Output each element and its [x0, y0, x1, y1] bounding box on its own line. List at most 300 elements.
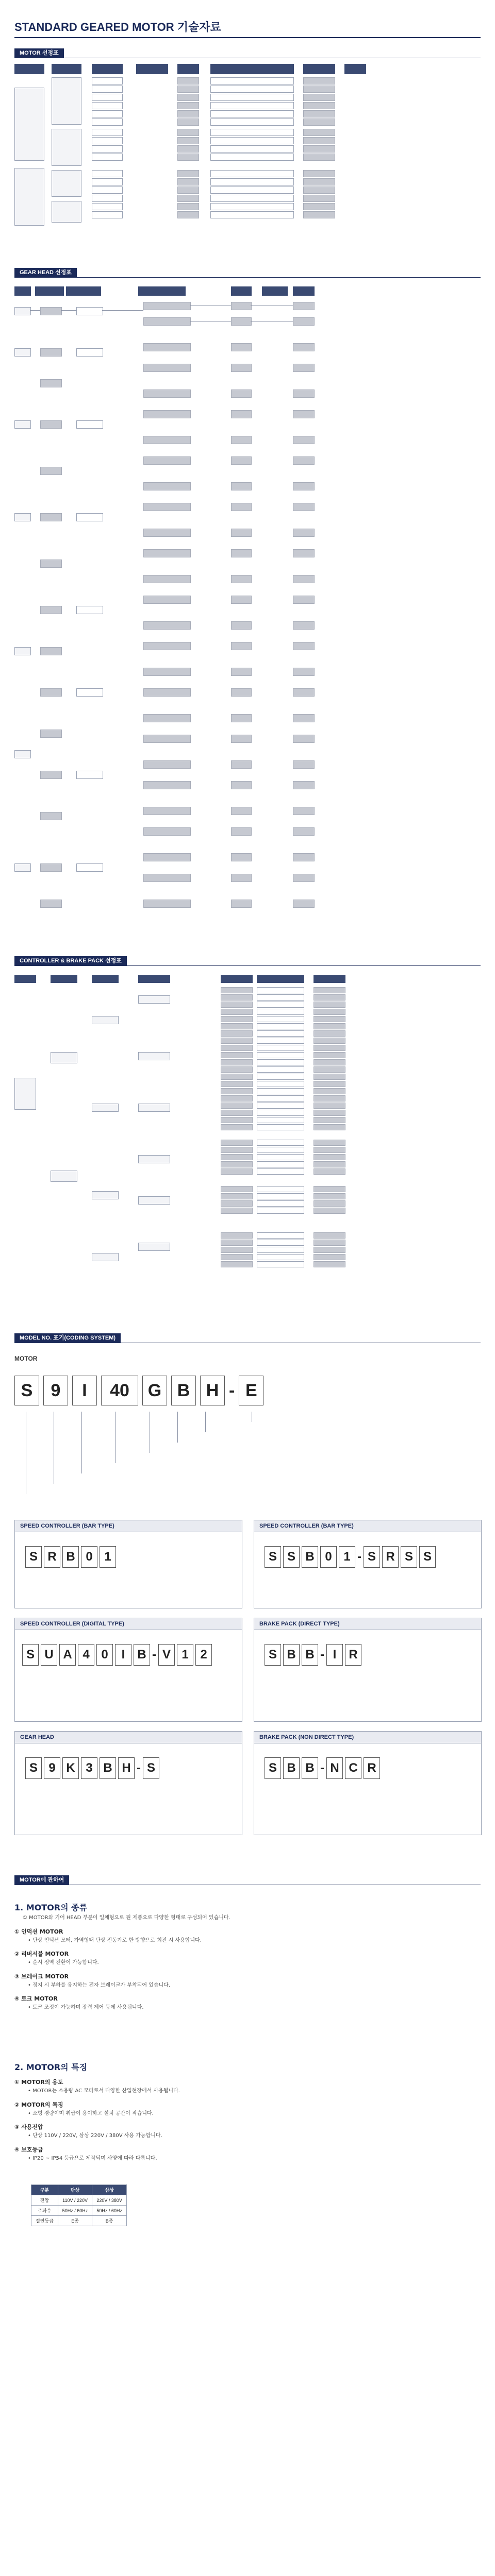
code-char: R	[382, 1546, 399, 1568]
row-cell	[210, 211, 294, 218]
node	[314, 1117, 345, 1123]
motor-selection-table	[14, 57, 481, 232]
gearhead-selection-diagram	[14, 286, 481, 920]
node	[257, 1009, 304, 1015]
node	[231, 529, 252, 537]
node	[143, 760, 191, 769]
group-box	[52, 170, 81, 197]
code-char: I	[326, 1644, 343, 1666]
row-cell	[177, 195, 199, 202]
table-row	[31, 2216, 127, 2226]
node	[221, 1261, 253, 1267]
node	[221, 1168, 253, 1175]
node	[257, 1168, 304, 1175]
node	[314, 1140, 345, 1146]
code-char: 40	[101, 1376, 138, 1405]
node	[221, 1247, 253, 1253]
node	[40, 513, 62, 521]
code-char: R	[44, 1546, 60, 1568]
code-char: S	[14, 1376, 39, 1405]
node	[221, 1059, 253, 1065]
row-cell	[92, 110, 123, 117]
node	[314, 1016, 345, 1022]
node	[221, 1081, 253, 1087]
node	[40, 900, 62, 908]
node	[143, 302, 191, 310]
heading: 2. MOTOR의 특징	[14, 2062, 88, 2072]
row-cell	[92, 137, 123, 144]
node	[221, 1240, 253, 1246]
col-head	[92, 64, 123, 74]
code-char: R	[364, 1757, 380, 1779]
node	[257, 1147, 304, 1153]
group-box	[14, 168, 44, 226]
code-char: B	[62, 1546, 79, 1568]
node	[314, 1154, 345, 1160]
bullet: • 토크 조정이 가능하며 장력 제어 등에 사용됩니다.	[28, 2005, 144, 2010]
node	[257, 1095, 304, 1101]
node	[143, 827, 191, 836]
node	[257, 1208, 304, 1214]
node	[14, 647, 31, 655]
col-head	[92, 975, 119, 983]
motor-code-legend	[14, 1412, 481, 1504]
row-cell	[303, 118, 335, 126]
controller-code	[265, 1546, 436, 1568]
bullet: • 정지 시 부하를 유지하는 전자 브레이크가 부착되어 있습니다.	[28, 1982, 171, 1988]
code-char: B	[283, 1757, 300, 1779]
node	[231, 621, 252, 630]
node	[293, 621, 315, 630]
node	[293, 900, 315, 908]
col-head	[136, 64, 168, 74]
node	[231, 302, 252, 310]
node	[76, 863, 103, 872]
row-cell	[177, 154, 199, 161]
code-char: B	[134, 1644, 150, 1666]
node	[143, 503, 191, 511]
node	[257, 1261, 304, 1267]
row-cell	[177, 187, 199, 194]
code-char: B	[302, 1757, 318, 1779]
code-char: H	[118, 1757, 135, 1779]
node	[293, 781, 315, 789]
row-cell	[303, 77, 335, 84]
node	[221, 1074, 253, 1080]
node	[293, 436, 315, 444]
code-char: 9	[43, 1376, 68, 1405]
code-char: S	[364, 1546, 380, 1568]
node	[40, 348, 62, 357]
connector	[30, 310, 40, 311]
node	[40, 863, 62, 872]
code-dash: -	[137, 1761, 141, 1775]
node	[293, 807, 315, 815]
node	[293, 760, 315, 769]
node	[143, 714, 191, 722]
node	[221, 1117, 253, 1123]
node	[257, 1016, 304, 1022]
row-cell	[177, 137, 199, 144]
col-head	[344, 64, 366, 74]
code-char: 1	[177, 1644, 193, 1666]
row-cell	[210, 86, 294, 93]
row-cell	[210, 102, 294, 109]
node	[293, 529, 315, 537]
row-cell	[210, 129, 294, 136]
subheading: ① MOTOR의 용도	[14, 2079, 63, 2086]
node	[314, 1110, 345, 1116]
row-cell	[92, 86, 123, 93]
node	[257, 1074, 304, 1080]
table-cell: 50Hz / 60Hz	[92, 2206, 127, 2216]
node	[293, 575, 315, 583]
row-cell	[92, 203, 123, 210]
motor-code-label: MOTOR	[14, 1355, 38, 1362]
node	[314, 1081, 345, 1087]
controller-code	[22, 1644, 212, 1666]
node	[143, 317, 191, 326]
code-char: 0	[81, 1546, 97, 1568]
node	[231, 596, 252, 604]
brake-pack-code	[265, 1644, 361, 1666]
node	[257, 1154, 304, 1160]
code-char: E	[239, 1376, 263, 1405]
node	[257, 994, 304, 1001]
node	[314, 1088, 345, 1094]
node	[143, 364, 191, 372]
node	[257, 1059, 304, 1065]
panel-title: SPEED CONTROLLER (DIGITAL TYPE)	[15, 1618, 242, 1630]
node	[257, 1186, 304, 1192]
bullet: • 소형 경량이며 취급이 용이하고 설치 공간이 작습니다.	[28, 2110, 154, 2116]
node	[314, 1009, 345, 1015]
row-cell	[210, 110, 294, 117]
row-cell	[92, 170, 123, 177]
node	[257, 1045, 304, 1051]
code-char: B	[171, 1376, 196, 1405]
gearhead-code-panel	[14, 1731, 242, 1835]
code-char: B	[302, 1644, 318, 1666]
code-char: 1	[100, 1546, 116, 1568]
node	[293, 389, 315, 398]
table-header: 단상	[58, 2185, 92, 2195]
node	[51, 1171, 77, 1182]
node	[92, 1104, 119, 1112]
node	[40, 606, 62, 614]
node	[40, 379, 62, 387]
row-cell	[92, 94, 123, 101]
bullet: • IP20 ~ IP54 등급으로 제작되며 사양에 따라 다릅니다.	[28, 2155, 157, 2161]
row-cell	[177, 170, 199, 177]
brake-pack-direct-panel	[254, 1618, 482, 1722]
node	[231, 760, 252, 769]
node	[143, 596, 191, 604]
row-cell	[92, 77, 123, 84]
row-cell	[210, 195, 294, 202]
row-cell	[177, 94, 199, 101]
node	[221, 987, 253, 993]
code-char: 2	[195, 1644, 212, 1666]
row-cell	[177, 211, 199, 218]
row-cell	[303, 203, 335, 210]
node	[314, 1232, 345, 1239]
section-tag-motor-about: MOTOR에 관하여	[14, 1875, 69, 1885]
node	[293, 735, 315, 743]
table-cell: 전압	[31, 2195, 58, 2206]
node	[221, 1038, 253, 1044]
node	[314, 1240, 345, 1246]
code-dash: -	[229, 1380, 235, 1400]
node	[40, 307, 62, 315]
motor-model-code	[14, 1376, 263, 1405]
node	[221, 1254, 253, 1260]
row-cell	[303, 195, 335, 202]
row-cell	[210, 203, 294, 210]
code-dash: -	[357, 1550, 361, 1564]
node	[14, 348, 31, 357]
row-cell	[177, 203, 199, 210]
code-char: K	[62, 1757, 79, 1779]
node	[314, 1074, 345, 1080]
node	[231, 827, 252, 836]
code-char: H	[200, 1376, 225, 1405]
node	[231, 642, 252, 650]
node	[40, 467, 62, 475]
code-dash: -	[320, 1648, 324, 1662]
table-header: 구분	[31, 2185, 58, 2195]
node	[143, 575, 191, 583]
table-cell: B종	[92, 2216, 127, 2226]
node	[293, 302, 315, 310]
col-head	[138, 286, 186, 296]
bullet: • MOTOR는 소용량 AC 모터로서 다양한 산업현장에서 사용됩니다.	[28, 2088, 180, 2094]
col-head	[51, 975, 77, 983]
bullet: • 단상 110V / 220V, 삼상 220V / 380V 사용 가능합니다.	[28, 2133, 162, 2139]
node	[40, 688, 62, 697]
node	[231, 900, 252, 908]
col-head	[221, 975, 253, 983]
node	[231, 874, 252, 882]
brake-pack-nondirect-panel	[254, 1731, 482, 1835]
spec-table	[31, 2184, 127, 2226]
node	[231, 688, 252, 697]
node	[257, 1232, 304, 1239]
code-char: 0	[320, 1546, 337, 1568]
node	[231, 781, 252, 789]
node	[314, 1052, 345, 1058]
node	[314, 1168, 345, 1175]
node	[293, 827, 315, 836]
col-head	[293, 286, 315, 296]
node	[14, 307, 31, 315]
node	[221, 1200, 253, 1207]
node	[40, 647, 62, 655]
code-char: S	[25, 1757, 42, 1779]
node	[143, 781, 191, 789]
node	[221, 1088, 253, 1094]
node	[221, 1161, 253, 1167]
row-cell	[177, 178, 199, 185]
section-tag-gearhead: GEAR HEAD 선정표	[14, 268, 77, 277]
code-char: C	[345, 1757, 361, 1779]
node	[231, 456, 252, 465]
subheading: ② MOTOR의 특징	[14, 2101, 63, 2108]
node	[314, 1095, 345, 1101]
row-cell	[92, 118, 123, 126]
node	[221, 1052, 253, 1058]
node	[257, 1200, 304, 1207]
code-char: S	[25, 1546, 42, 1568]
row-cell	[303, 187, 335, 194]
node	[143, 874, 191, 882]
speed-controller-digital-panel	[14, 1618, 242, 1722]
node	[92, 1016, 119, 1024]
node	[231, 436, 252, 444]
node	[76, 688, 103, 697]
subheading: ④ 보호등급	[14, 2146, 43, 2153]
node	[314, 1124, 345, 1130]
node	[138, 1196, 170, 1205]
node	[14, 1078, 36, 1110]
row-cell	[92, 178, 123, 185]
col-head	[66, 286, 101, 296]
code-char: S	[265, 1644, 281, 1666]
node	[293, 482, 315, 490]
node	[221, 1110, 253, 1116]
node	[221, 1147, 253, 1153]
node	[40, 420, 62, 429]
node	[231, 343, 252, 351]
node	[257, 1117, 304, 1123]
node	[221, 1124, 253, 1130]
node	[76, 606, 103, 614]
node	[143, 549, 191, 557]
node	[231, 549, 252, 557]
node	[314, 1261, 345, 1267]
row-cell	[210, 170, 294, 177]
node	[221, 994, 253, 1001]
node	[143, 900, 191, 908]
code-char: 9	[44, 1757, 60, 1779]
node	[293, 317, 315, 326]
node	[76, 513, 103, 521]
table-cell: E종	[58, 2216, 92, 2226]
panel-title: BRAKE PACK (NON DIRECT TYPE)	[254, 1732, 481, 1743]
row-cell	[303, 211, 335, 218]
node	[231, 853, 252, 861]
code-char: 0	[96, 1644, 113, 1666]
node	[221, 1002, 253, 1008]
code-char: V	[158, 1644, 175, 1666]
node	[143, 621, 191, 630]
node	[143, 735, 191, 743]
code-char: S	[22, 1644, 39, 1666]
row-cell	[92, 102, 123, 109]
col-head	[257, 975, 304, 983]
node	[257, 987, 304, 993]
code-char: B	[283, 1644, 300, 1666]
table-row	[31, 2195, 127, 2206]
code-char: A	[59, 1644, 76, 1666]
section-divider	[14, 277, 481, 278]
code-char: B	[100, 1757, 116, 1779]
section-tag-controller: CONTROLLER & BRAKE PACK 선정표	[14, 956, 127, 965]
row-cell	[177, 145, 199, 152]
row-cell	[303, 129, 335, 136]
node	[76, 348, 103, 357]
code-char: B	[302, 1546, 318, 1568]
node	[314, 1038, 345, 1044]
brake-pack-code	[265, 1757, 380, 1779]
node	[231, 364, 252, 372]
node	[143, 807, 191, 815]
row-cell	[92, 195, 123, 202]
row-cell	[177, 129, 199, 136]
node	[40, 730, 62, 738]
node	[14, 420, 31, 429]
motor-types-text	[14, 1901, 481, 2013]
node	[143, 688, 191, 697]
code-dash: -	[320, 1761, 324, 1775]
table-header: 삼상	[92, 2185, 127, 2195]
row-cell	[303, 94, 335, 101]
row-cell	[303, 110, 335, 117]
row-cell	[177, 110, 199, 117]
row-cell	[303, 137, 335, 144]
node	[231, 482, 252, 490]
node	[138, 995, 170, 1004]
node	[221, 1016, 253, 1022]
code-char: S	[265, 1546, 281, 1568]
node	[231, 503, 252, 511]
code-char: S	[265, 1757, 281, 1779]
node	[293, 668, 315, 676]
code-char: S	[143, 1757, 159, 1779]
code-char: S	[401, 1546, 417, 1568]
node	[221, 1103, 253, 1109]
node	[257, 1052, 304, 1058]
row-cell	[303, 178, 335, 185]
code-char: U	[41, 1644, 57, 1666]
col-head	[35, 286, 64, 296]
panel-title: SPEED CONTROLLER (BAR TYPE)	[254, 1520, 481, 1532]
row-cell	[210, 154, 294, 161]
node	[314, 1161, 345, 1167]
row-cell	[92, 145, 123, 152]
node	[257, 1124, 304, 1130]
node	[257, 1081, 304, 1087]
table-cell: 50Hz / 60Hz	[58, 2206, 92, 2216]
col-head	[314, 975, 345, 983]
node	[293, 364, 315, 372]
node	[257, 1023, 304, 1029]
node	[143, 389, 191, 398]
group-box	[52, 77, 81, 125]
code-char: R	[345, 1644, 361, 1666]
node	[257, 1038, 304, 1044]
row-cell	[92, 154, 123, 161]
node	[293, 853, 315, 861]
node	[143, 642, 191, 650]
node	[143, 343, 191, 351]
node	[231, 735, 252, 743]
node	[257, 1030, 304, 1037]
node	[314, 994, 345, 1001]
code-char: 4	[78, 1644, 94, 1666]
node	[314, 1030, 345, 1037]
node	[293, 343, 315, 351]
